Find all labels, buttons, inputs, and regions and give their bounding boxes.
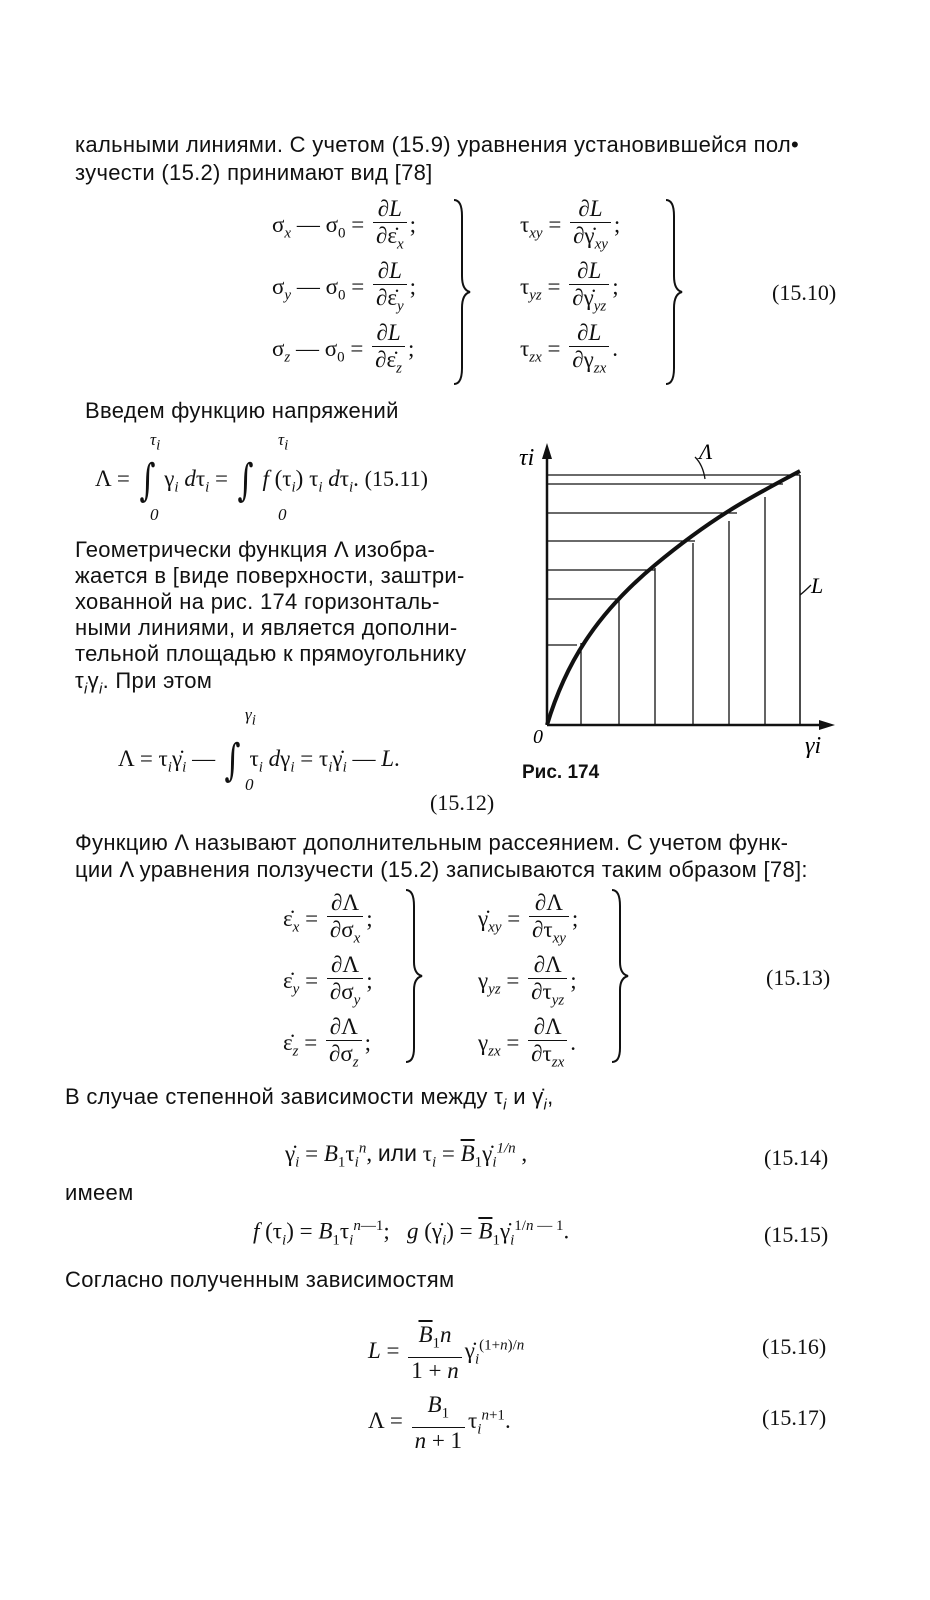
arrow-up-icon xyxy=(542,443,552,459)
equation-number: (15.15) xyxy=(764,1222,829,1247)
figure-174 xyxy=(515,435,845,775)
diagram-svg xyxy=(515,435,845,775)
equation-number: (15.16) xyxy=(762,1334,827,1359)
paragraph-line: В случае степенной зависимости между $\tau_i$ и $\gammȧ_i$, xyxy=(65,1084,554,1114)
right-brace-icon xyxy=(660,196,690,386)
figure-caption: Рис. 174 xyxy=(522,762,600,783)
paragraph-line: Введем функцию напряжений xyxy=(85,398,399,423)
right-brace-icon xyxy=(606,886,636,1066)
equation-number: (15.12) xyxy=(430,790,495,815)
equation-number: (15.14) xyxy=(764,1145,829,1170)
paragraph-line: хованной на рис. 174 горизонталь- xyxy=(75,589,440,614)
equation-number: (15.13) xyxy=(766,965,831,990)
paragraph-line: кальными линиями. С учетом (15.9) уравнения установившейся пол• xyxy=(75,132,800,157)
paragraph-line: Согласно полученным зависимостям xyxy=(65,1267,455,1292)
right-brace-icon xyxy=(448,196,478,386)
paragraph-line: Геометрически функция Λ изобра- xyxy=(75,537,436,562)
arrow-right-icon xyxy=(819,720,835,730)
paragraph-line: ными линиями, и является дополни- xyxy=(75,615,458,640)
x-axis-label: γi xyxy=(805,733,822,759)
lambda-label: Λ xyxy=(699,439,713,464)
horizontal-hatching xyxy=(547,475,800,645)
paragraph-line: тельной площадью к прямоугольнику xyxy=(75,641,467,666)
equation-number: (15.11) xyxy=(364,465,428,491)
right-brace-icon xyxy=(400,886,430,1066)
paragraph-line: зучести (15.2) принимают вид [78] xyxy=(75,160,433,185)
equation-number: (15.10) xyxy=(772,280,837,305)
l-label: L xyxy=(811,573,824,598)
paragraph-line: жается в [виде поверхности, заштри- xyxy=(75,563,465,588)
curve xyxy=(547,471,800,725)
y-axis-label: τi xyxy=(519,445,535,471)
paragraph-line: имеем xyxy=(65,1180,134,1205)
paragraph-line: $\tau_i\gamma_i$. При этом xyxy=(75,668,213,698)
paragraph-line: ции Λ уравнения ползучести (15.2) записываются таким образом [78]: xyxy=(75,857,808,882)
book-page: кальными линиями. С учетом (15.9) уравнения установившейся пол• зучести (15.2) принимают вид [78] $\sigma_x$ — $\sigma_0$ = $\frac{\partial L}{\partial\varepsiloṅ_x}$ ; $\sigma_y$ — $\sigma_0$ = $\frac{\partial L}{\partial\varepsiloṅ_y}$ ; $\sigma_z$ — $\sigma_0$ = $\frac{\partial L}{\partial\varepsiloṅ_z}$ ; $\tau_{xy}$ = $\frac{\partial L}{\partial\gammȧ_{xy}}$ ; $\tau_{yz}$ = $\frac{\partial L}{\partial\gammȧ_{yz}}$ ; $\tau_{zx}$ = $\frac{\partial L}{\partial\gamma_{zx}}$ . (15.10) Введем функцию напряжений Λ = ∫ $\gamma_i$ $d\tau_i$ = ∫ f $(\tau_i)$ $\tau_i$ $d\tau_i$. (15.11) $\tau_i$ 0 $\tau_i$ 0 Геометрически функция Λ изобра- жается в [виде поверхности, заштри- хованной на рис. 174 горизонталь- ными линиями, и является дополни- тельной площадью к прямоугольнику $\tau_i\gamma_i$. При этом $\Lambda = \tau_i\gammȧ_i$ — ∫ $\tau_i$ $d\gamma_i$ = $\tau_i\gammȧ_i$ — L. $\gamma_i$ 0 (15.12) τi γi 0 Λ L Рис. 174 Функцию Λ называют дополнительным рассеянием. С учетом функ- ции Λ уравнения ползучести (15.2) записываются таким образом [78]: $\varepsiloṅ_x$ = $\frac{\partial\Lambda}{\partial\sigma_x}$ ; $\varepsiloṅ_y$ = $\frac{\partial\Lambda}{\partial\sigma_y}$ ; $\varepsiloṅ_z$ = $\frac{\partial\Lambda}{\partial\sigma_z}$ ; $\gammȧ_{xy}$ = $\frac{\partial\Lambda}{\partial\tau_{xy}}$ ; $\gamma_{yz}$ = $\frac{\partial\Lambda}{\partial\tau_{yz}}$ ; $\gamma_{zx}$ = $\frac{\partial\Lambda}{\partial\tau_{zx}}$ . (15.13) В случае степенной зависимости между $\tau_i$ и $\gammȧ_i$, $\gammȧ_i = B_1\tau_i^n$, или $\tau_i$ = $\overline{B}_1\gammȧ_i^{1/n}$ , (15.14) имеем f $(\tau_i) = B_1\tau_i^{n—1}$; g $(\gammȧ_i)$ = $\overline{B}_1\gammȧ_i^{1/n — 1}$. (15.15) Согласно полученным зависимостям L = $\frac{\overline{B}_1n}{1 + n}$ $\gammȧ_i^{(1+n)/n}$ (15.16) Λ = $\frac{B_1}{n + 1}$ $\tau_i^{n+1}$. (15.17) xyxy=(0,0,930,1600)
paragraph-line: Функцию Λ называют дополнительным рассеянием. С учетом функ- xyxy=(75,830,789,855)
equation-number: (15.17) xyxy=(762,1405,827,1430)
origin-label: 0 xyxy=(533,726,543,748)
